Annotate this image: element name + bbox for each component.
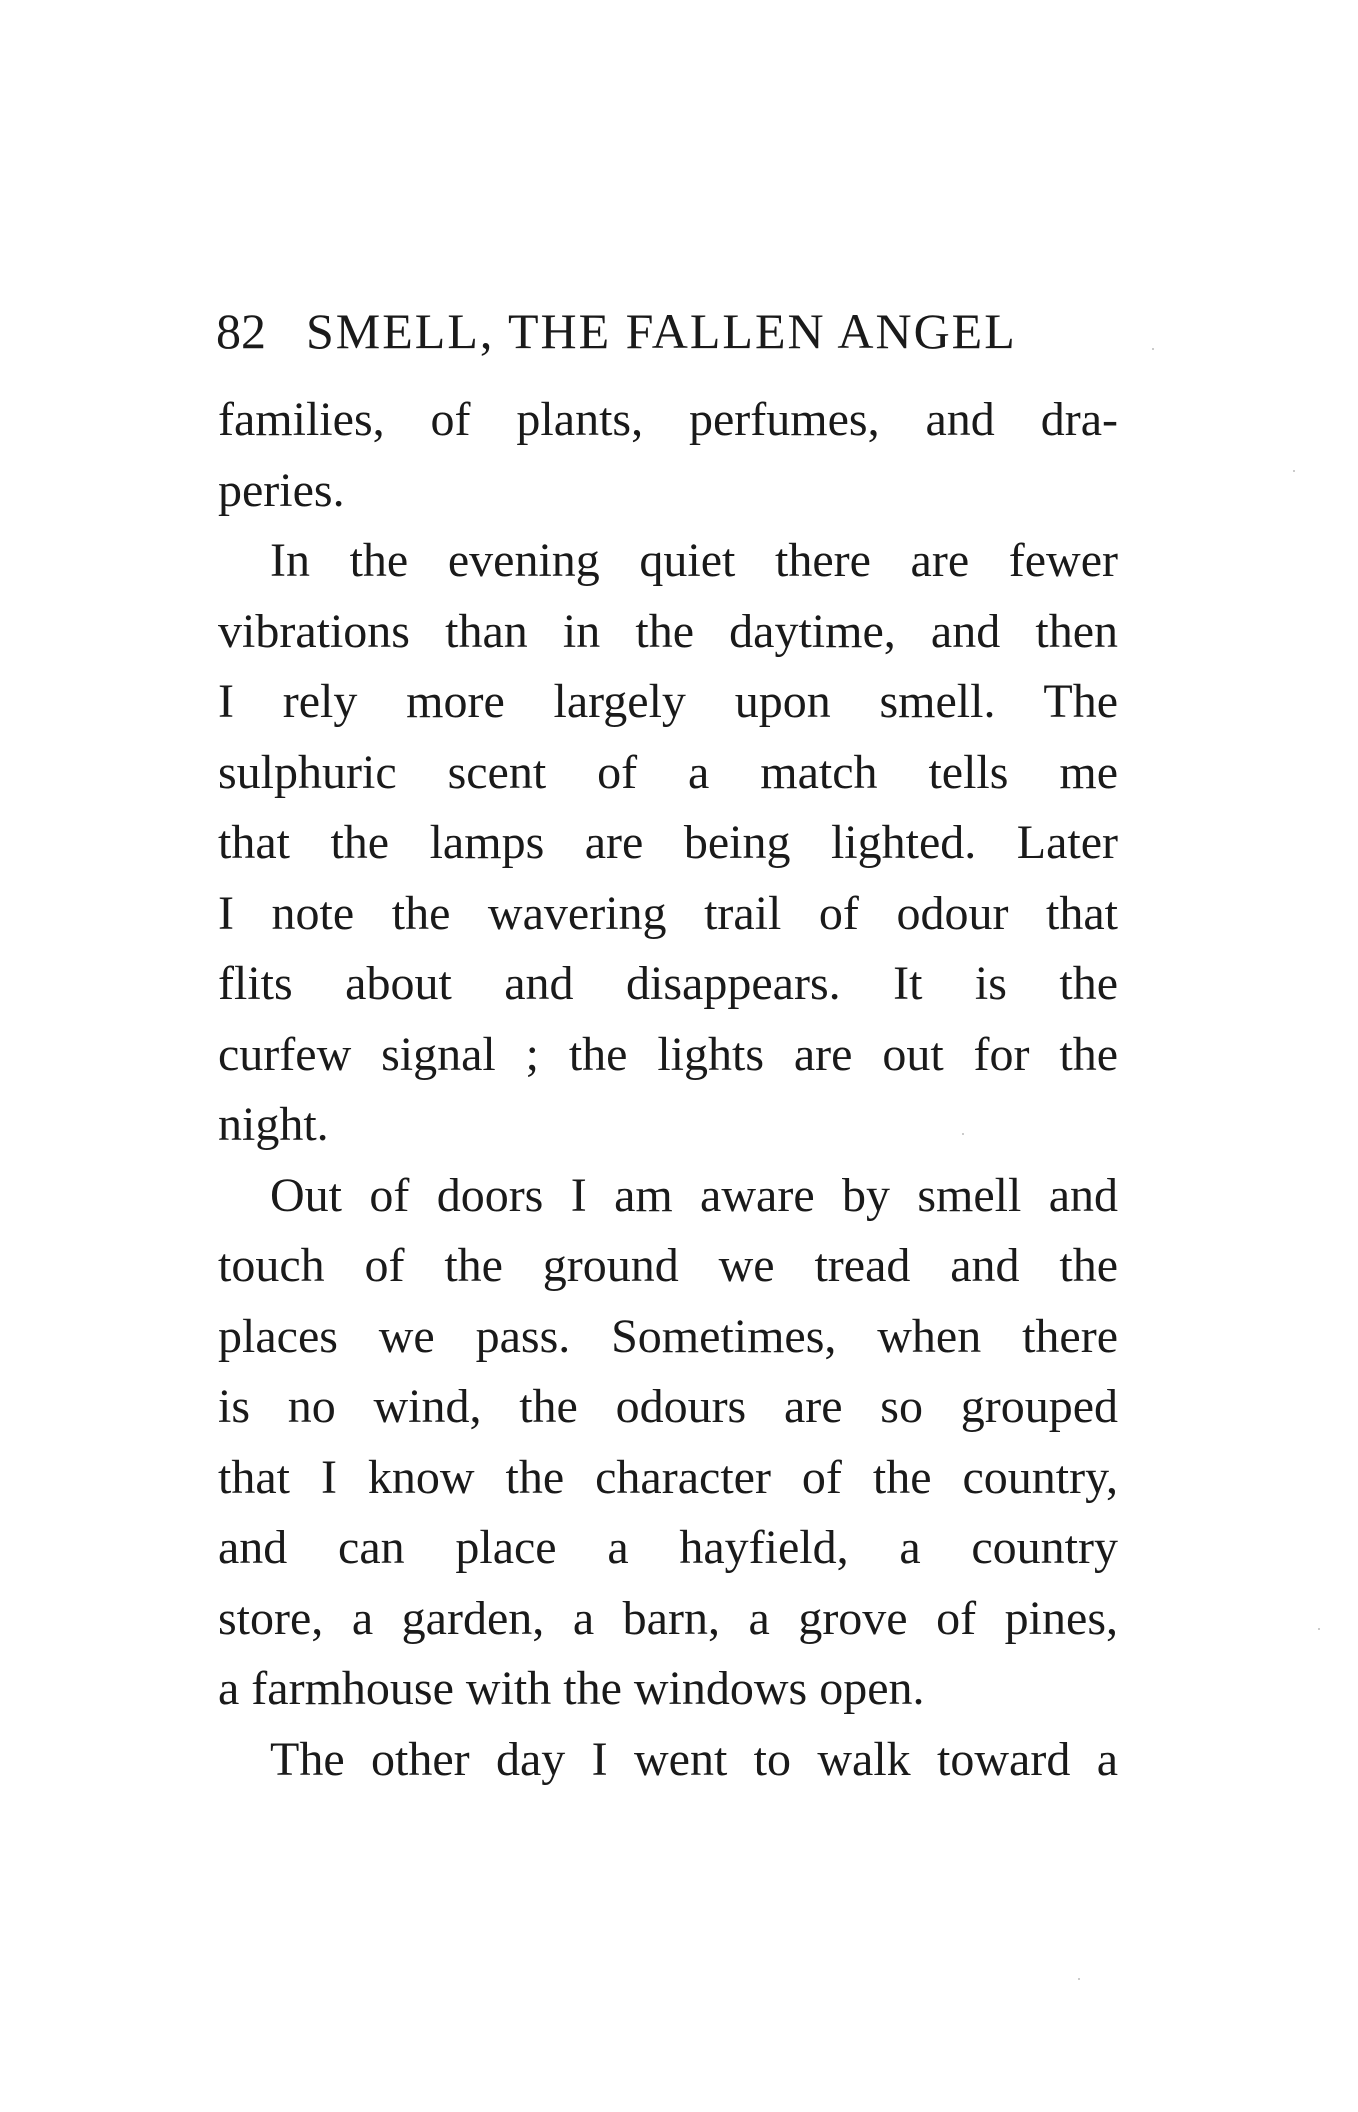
paper-speck [1293,470,1295,472]
text-line: that I know the character of the country, [218,1450,1118,1504]
text-line: and can place a hayfield, a country [218,1521,1118,1574]
paper-speck [1078,1978,1080,1980]
paper-speck [1152,348,1154,350]
text-line: store, a garden, a barn, a grove of pines, [218,1591,1118,1645]
paragraph-start-line: In the evening quiet there are fewer [270,534,1118,587]
text-line: touch of the ground we tread and the [218,1239,1118,1292]
running-title: SMELL, THE FALLEN ANGEL [306,303,1017,359]
text-line: a farmhouse with the windows open. [218,1662,925,1715]
text-line: peries. [218,463,345,517]
text-line: night. [218,1098,329,1151]
text-line: families, of plants, perfumes, and dra- [218,393,1118,446]
text-line: is no wind, the odours are so grouped [218,1380,1118,1433]
page-header [216,296,1121,366]
paper-speck [962,1133,964,1135]
text-line: curfew signal ; the lights are out for the [218,1027,1118,1081]
text-line: I note the wavering trail of odour that [218,886,1118,940]
text-line: that the lamps are being lighted. Later [218,816,1118,869]
text-line: places we pass. Sometimes, when there [218,1309,1118,1363]
paper-speck [1318,1628,1320,1630]
page-number: 82 [216,303,266,359]
text-line: I rely more largely upon smell. The [218,675,1118,728]
paragraph-start-line: Out of doors I am aware by smell and [270,1168,1118,1222]
text-line: sulphuric scent of a match tells me [218,745,1118,799]
paragraph-start-line: The other day I went to walk toward a [270,1732,1118,1786]
text-line: flits about and disappears. It is the [218,957,1118,1010]
body-text [218,385,1118,1795]
text-line: vibrations than in the daytime, and then [218,604,1118,658]
